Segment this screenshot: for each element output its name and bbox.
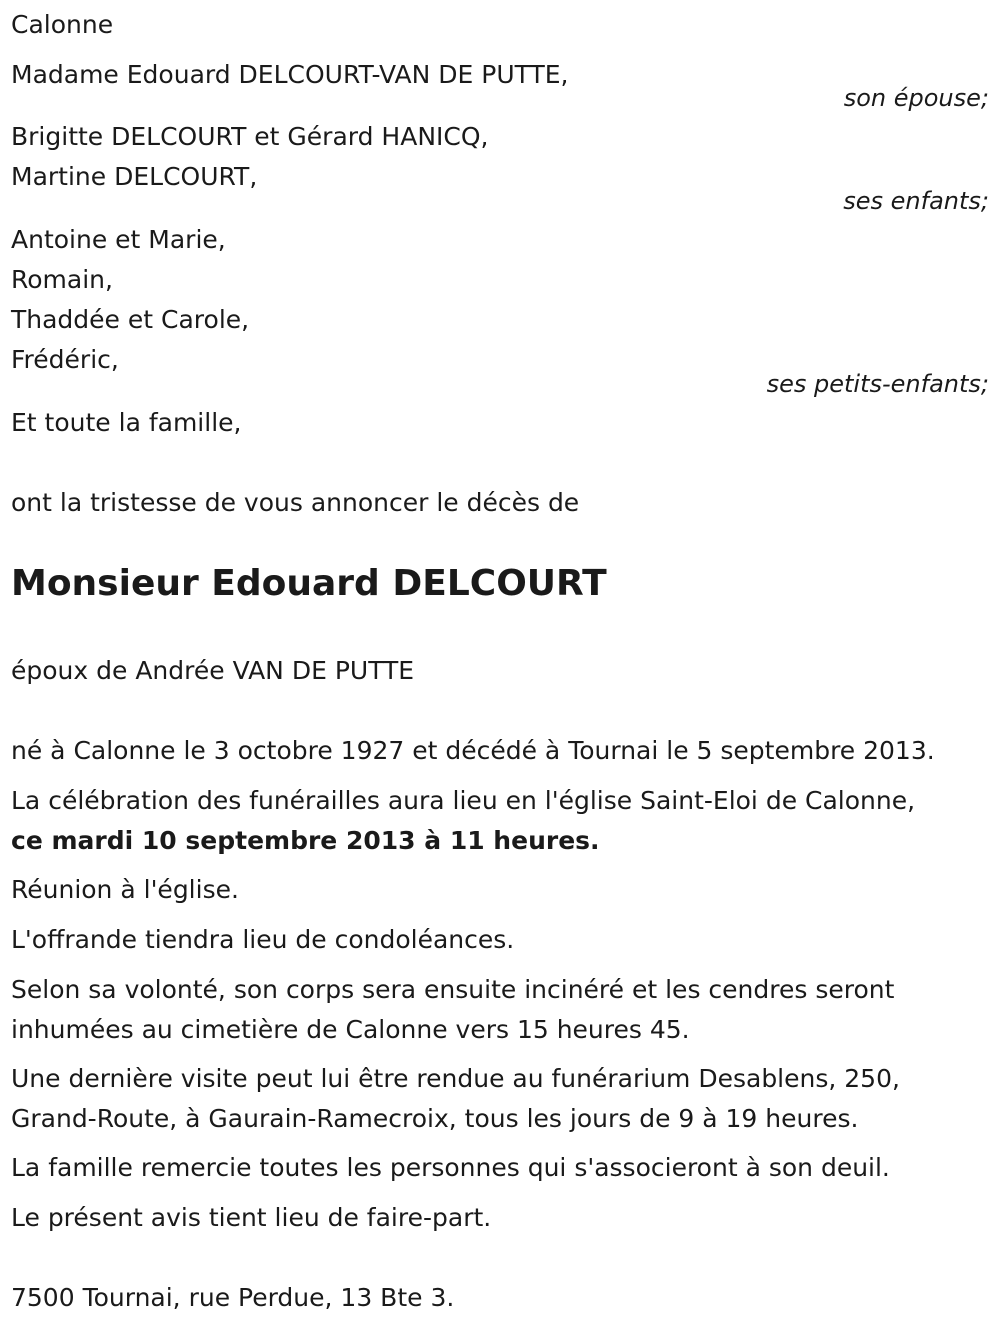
family-rest: Et toute la famille, bbox=[11, 408, 242, 437]
grandchild-name: Frédéric, bbox=[11, 345, 119, 374]
cremation-info: Selon sa volonté, son corps sera ensuite incinéré et les cendres seront bbox=[11, 975, 895, 1004]
grandchildren-role: ses petits-enfants; bbox=[766, 370, 989, 398]
notice-text: Le présent avis tient lieu de faire-part. bbox=[11, 1203, 492, 1232]
grandchild-name: Antoine et Marie, bbox=[11, 225, 226, 254]
family-address: 7500 Tournai, rue Perdue, 13 Bte 3. bbox=[11, 1283, 455, 1312]
thanks-text: La famille remercie toutes les personnes qui s'associeront à son deuil. bbox=[11, 1153, 890, 1182]
visit-info: Une dernière visite peut lui être rendue au funérarium Desablens, 250, bbox=[11, 1064, 900, 1093]
visit-info: Grand-Route, à Gaurain-Ramecroix, tous les jours de 9 à 19 heures. bbox=[11, 1104, 859, 1133]
offering-info: L'offrande tiendra lieu de condoléances. bbox=[11, 925, 515, 954]
spouse-role: son épouse; bbox=[843, 84, 989, 112]
spouse-name: Madame Edouard DELCOURT-VAN DE PUTTE, bbox=[11, 60, 569, 89]
town-name: Calonne bbox=[11, 10, 114, 39]
child-name: Martine DELCOURT, bbox=[11, 162, 258, 191]
cremation-info: inhumées au cimetière de Calonne vers 15 heures 45. bbox=[11, 1015, 690, 1044]
spouse-of: époux de Andrée VAN DE PUTTE bbox=[11, 656, 415, 685]
meeting-info: Réunion à l'église. bbox=[11, 875, 239, 904]
grandchild-name: Romain, bbox=[11, 265, 113, 294]
child-name: Brigitte DELCOURT et Gérard HANICQ, bbox=[11, 122, 489, 151]
announcement-intro: ont la tristesse de vous annoncer le décès de bbox=[11, 488, 580, 517]
birth-death-line: né à Calonne le 3 octobre 1927 et décédé à Tournai le 5 septembre 2013. bbox=[11, 736, 935, 765]
funeral-location: La célébration des funérailles aura lieu en l'église Saint-Eloi de Calonne, bbox=[11, 786, 916, 815]
funeral-date: ce mardi 10 septembre 2013 à 11 heures. bbox=[11, 826, 600, 855]
children-role: ses enfants; bbox=[843, 187, 989, 215]
deceased-name: Monsieur Edouard DELCOURT bbox=[11, 563, 607, 604]
grandchild-name: Thaddée et Carole, bbox=[11, 305, 250, 334]
